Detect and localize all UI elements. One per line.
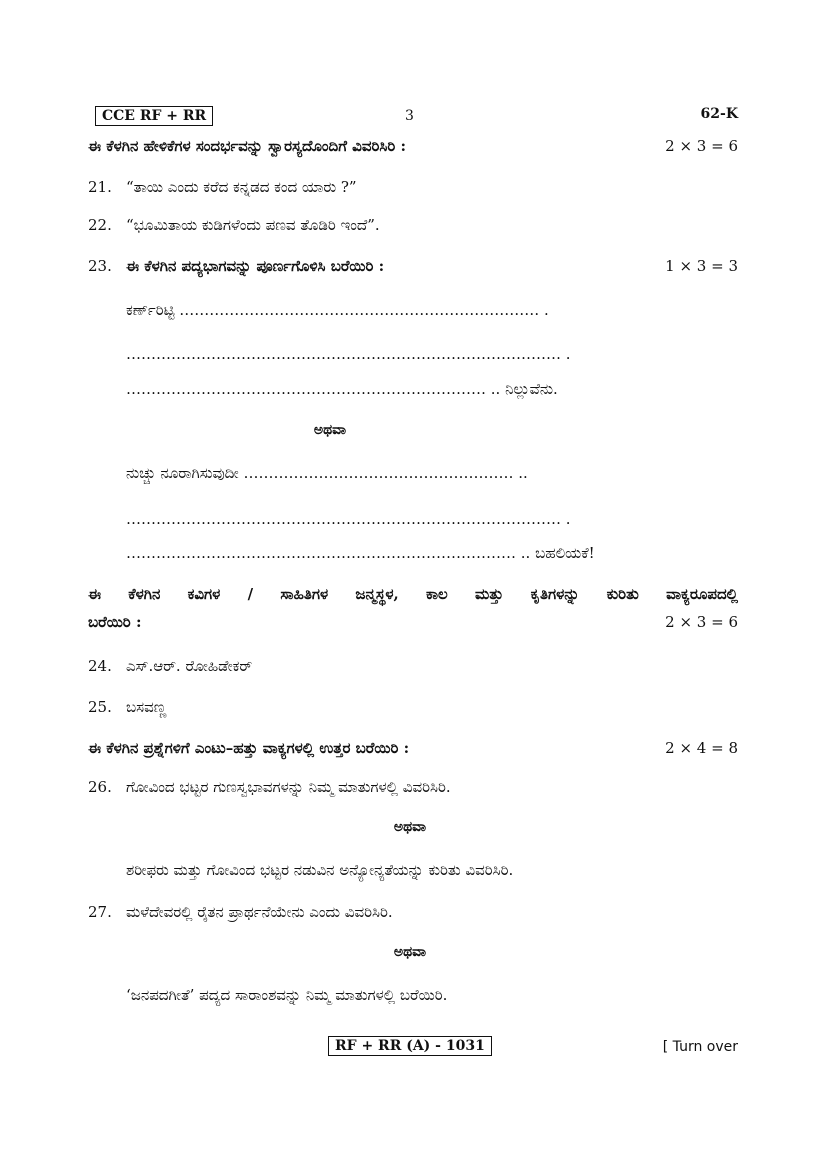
question-27-number: 27.: [88, 903, 112, 921]
question-21-number: 21.: [88, 178, 112, 196]
question-22-text: “ಭೂಮಿತಾಯ ಕುಡಿಗಳೆಂದು ಪಣವ ತೊಡಿರಿ ಇಂದೆ”.: [126, 216, 380, 234]
or-divider-q26: ಅಥವಾ: [393, 819, 427, 835]
question-27-text: ಮಳೆದೇವರಲ್ಲಿ ರೈತನ ಪ್ರಾರ್ಥನೆಯೇನು ಎಂದು ವಿವರಿಸಿರಿ.: [126, 903, 393, 921]
question-26-number: 26.: [88, 778, 112, 796]
question-21-text: “ತಾಯಿ ಎಂದು ಕರೆದ ಕನ್ನಡದ ಕಂದ ಯಾರು ?”: [126, 178, 357, 196]
section1-marks: 2 × 3 = 6: [665, 137, 738, 155]
or-divider-q27: ಅಥವಾ: [393, 944, 427, 960]
poem-line-2: …………………………………………………………………………… .: [126, 345, 571, 363]
poem-line-5: …………………………………………………………………………… .: [126, 510, 571, 528]
poem-line-6: …………………………………………………………………… .. ಬಹಲಿಯಕೆ!: [126, 544, 595, 562]
header-code-box: CCE RF + RR: [95, 106, 213, 126]
footer-code-box: RF + RR (A) - 1031: [328, 1036, 492, 1056]
page-number: 3: [405, 108, 414, 124]
poem-line-4: ನುಚ್ಚು ನೂರಾಗಿಸುವುದೀ ……………………………………………… ..: [126, 464, 528, 482]
or-divider-q23: ಅಥವಾ: [313, 422, 347, 438]
question-27-alternative: ‘ಜನಪದಗೀತೆ’ ಪದ್ಯದ ಸಾರಾಂಶವನ್ನು ನಿಮ್ಮ ಮಾತುಗಳಲ್ಲಿ ಬರೆಯಿರಿ.: [126, 986, 448, 1004]
section3-instruction: ಈ ಕೆಳಗಿನ ಪ್ರಶ್ನೆಗಳಿಗೆ ಎಂಟು–ಹತ್ತು ವಾಕ್ಯಗಳಲ್ಲಿ ಉತ್ತರ ಬರೆಯಿರಿ :: [88, 739, 410, 757]
turn-over-label: [ Turn over: [662, 1039, 738, 1055]
poem-line-1: ಕರ್ಣ್‌ರಿಟ್ಟಿ ……………………………………………………………… .: [126, 301, 549, 319]
question-26-text: ಗೋವಿಂದ ಭಟ್ಟರ ಗುಣಸ್ವಭಾವಗಳನ್ನು ನಿಮ್ಮ ಮಾತುಗಳಲ್ಲಿ ವಿವರಿಸಿರಿ.: [126, 778, 451, 796]
question-23-marks: 1 × 3 = 3: [665, 257, 738, 275]
question-23-number: 23.: [88, 257, 112, 275]
section1-instruction: ಈ ಕೆಳಗಿನ ಹೇಳಿಕೆಗಳ ಸಂದರ್ಭವನ್ನು ಸ್ವಾರಸ್ಯದೊಂದಿಗೆ ವಿವರಿಸಿರಿ :: [88, 137, 407, 155]
paper-code: 62-K: [700, 106, 738, 122]
section3-marks: 2 × 4 = 8: [665, 739, 738, 757]
section2-marks: 2 × 3 = 6: [665, 613, 738, 631]
poem-line-3: ……………………………………………………………… .. ನಿಲ್ಲುವೆನು.: [126, 380, 558, 398]
section2-instruction-line1: ಈ ಕೆಳಗಿನ ಕವಿಗಳ / ಸಾಹಿತಿಗಳ ಜನ್ಮಸ್ಥಳ, ಕಾಲ ಮತ್ತು ಕೃತಿಗಳನ್ನು ಕುರಿತು ವಾಕ್ಯರೂಪದಲ್ಲಿ: [88, 585, 738, 603]
question-24-text: ಎಸ್.ಆರ್. ರೋಹಿಡೇಕರ್: [126, 657, 253, 675]
question-24-number: 24.: [88, 657, 112, 675]
question-25-number: 25.: [88, 698, 112, 716]
section2-instruction-line2: ಬರೆಯಿರಿ :: [88, 613, 142, 631]
question-26-alternative: ಶರೀಫರು ಮತ್ತು ಗೋವಿಂದ ಭಟ್ಟರ ನಡುವಿನ ಅನ್ಯೋನ್ಯತೆಯನ್ನು ಕುರಿತು ವಿವರಿಸಿರಿ.: [126, 861, 514, 879]
question-22-number: 22.: [88, 216, 112, 234]
question-23-text: ಈ ಕೆಳಗಿನ ಪದ್ಯಭಾಗವನ್ನು ಪೂರ್ಣಗೊಳಿಸಿ ಬರೆಯಿರಿ :: [126, 257, 385, 275]
question-25-text: ಬಸವಣ್ಣ: [126, 698, 167, 716]
